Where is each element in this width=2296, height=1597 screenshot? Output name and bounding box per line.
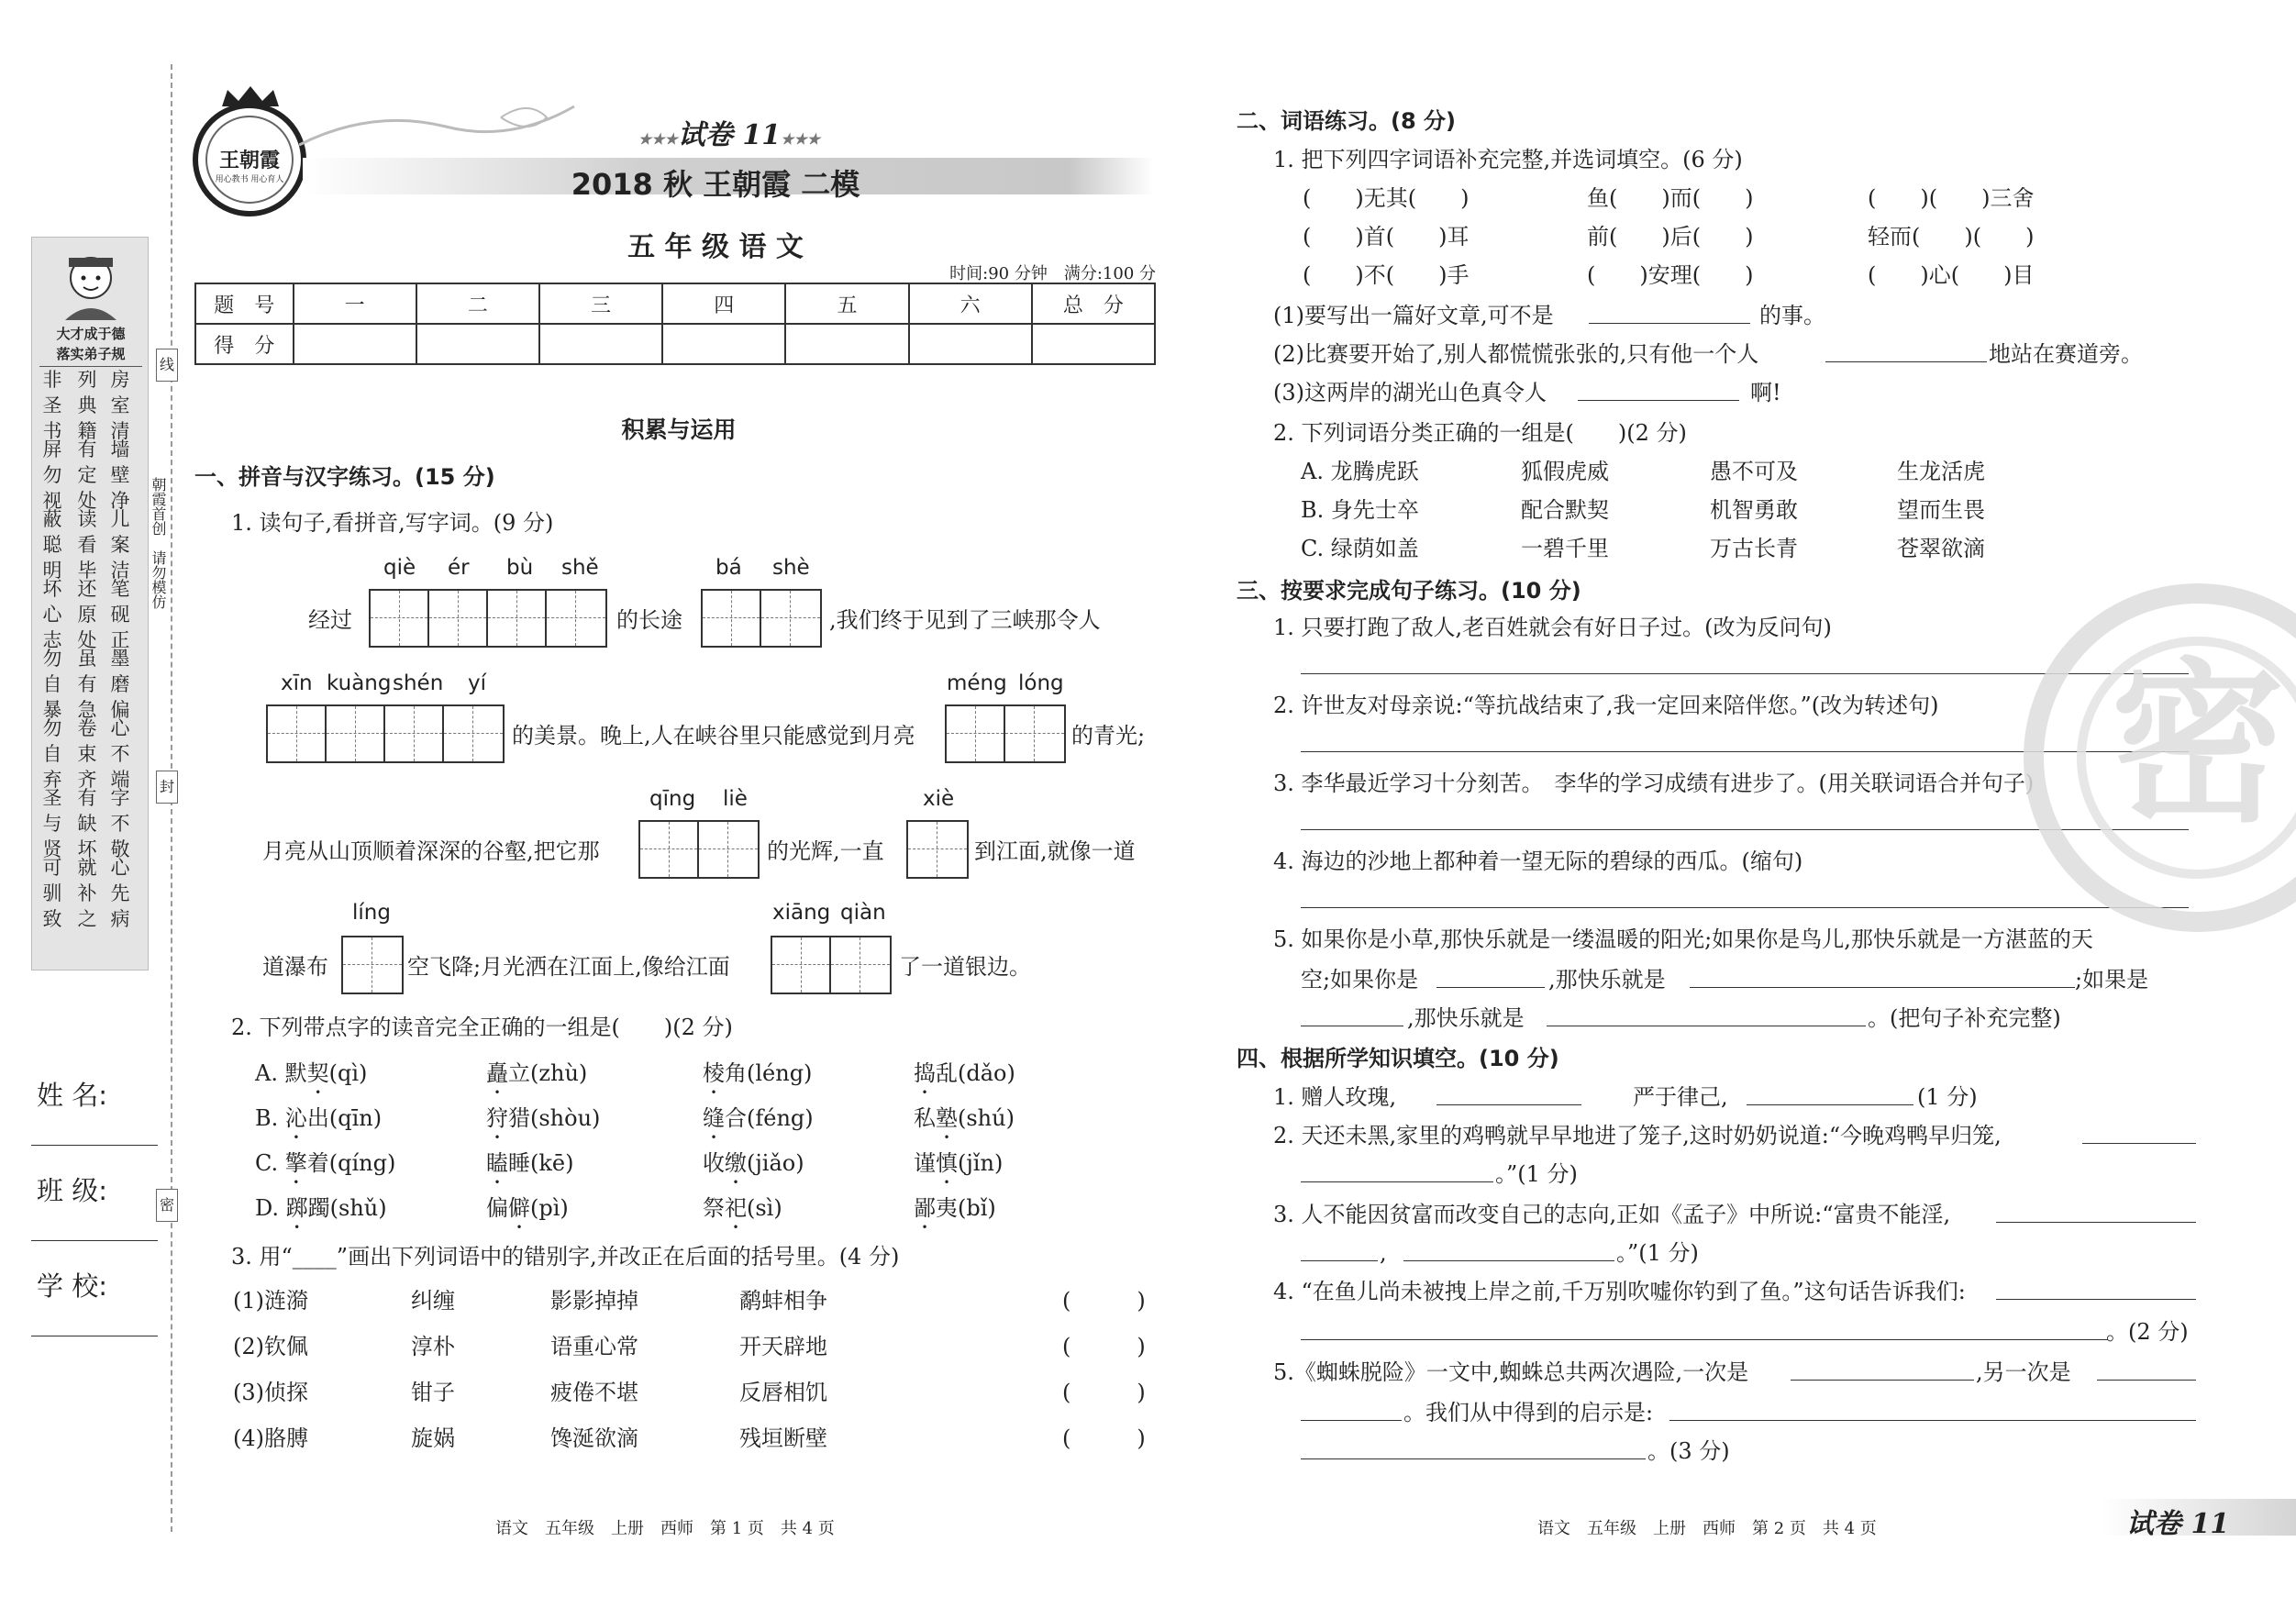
subject-title: 五 年 级 语 文 [627, 231, 804, 263]
option-row[interactable]: A. 龙腾虎跃 [1301, 459, 1419, 484]
score-table [194, 283, 1156, 365]
option-row[interactable]: B. 身先士卒 [1301, 497, 1419, 523]
q1-1-prompt: 1. 读句子,看拼音,写字词。(9 分) [231, 510, 554, 536]
pinyin: méng [947, 671, 1007, 695]
option-word [486, 1195, 569, 1234]
word-part: 猎(shòu) [508, 1105, 601, 1131]
score-input-cell[interactable] [785, 324, 908, 364]
word-cell: 馋涎欲滴 [550, 1425, 638, 1451]
binding-mark-2: 封 [156, 771, 178, 804]
writing-box-xiang-qian[interactable] [771, 936, 892, 994]
answer-line[interactable] [2097, 1380, 2196, 1381]
idiom-fill[interactable]: ( )( )三舍 [1868, 185, 2035, 211]
option-row[interactable] [255, 1060, 367, 1099]
q1-2-prompt: 2. 下列带点字的读音完全正确的一组是( )(2 分) [231, 1015, 733, 1040]
s3-item-5-line-2b: ,那快乐就是 [1548, 967, 1666, 993]
word-cell: 疲倦不堪 [550, 1380, 638, 1405]
answer-line[interactable] [1301, 907, 2189, 908]
option-row[interactable] [255, 1150, 395, 1189]
writing-box-qing-lie[interactable] [638, 820, 760, 879]
pinyin: shén [393, 671, 444, 695]
pinyin: líng [352, 901, 391, 925]
s3-item-5-line-3b: 。(把句子补充完整) [1868, 1005, 2061, 1031]
word-part: 夷(bǐ) [936, 1195, 996, 1221]
option-word: 万古长青 [1710, 536, 1798, 561]
word-cell: 开天辟地 [739, 1334, 827, 1359]
word-part: 着(qíng) [306, 1150, 396, 1176]
answer-line[interactable] [1436, 987, 1545, 988]
dotted-char: 踯 [285, 1195, 308, 1221]
word-part: 躅(shǔ) [307, 1195, 387, 1221]
pinyin: ér [448, 556, 470, 580]
writing-box-ba-she[interactable] [701, 589, 822, 648]
idiom-fill[interactable]: 前( )后( ) [1587, 224, 1754, 250]
class-field[interactable] [31, 1240, 158, 1241]
k4-text: 4. “在鱼儿尚未被拽上岸之前,千万别吹嘘你钓到了鱼。”这句话告诉我们: [1273, 1279, 1966, 1304]
word-part: (sì) [747, 1195, 782, 1221]
word-part: 合(féng) [725, 1105, 814, 1131]
word-part: (jǐn) [958, 1150, 1004, 1176]
option-word [914, 1060, 1015, 1099]
score-header-cell: 四 [662, 283, 785, 324]
sentence-text: 道瀑布 [262, 954, 328, 980]
pinyin: bù [506, 556, 534, 580]
word-cell: 旋娲 [411, 1425, 455, 1451]
word-part: 偏 [486, 1195, 508, 1221]
word-cell: 淳朴 [411, 1334, 455, 1359]
dotted-char: 契 [306, 1060, 329, 1086]
option-word [486, 1105, 600, 1144]
answer-line[interactable] [1301, 1458, 1646, 1459]
k2-text: 2. 天还未黑,家里的鸡鸭就早早地进了笼子,这时奶奶说道:“今晚鸡鸭早归笼, [1273, 1123, 2002, 1148]
rule-column: 圣与贤 [42, 787, 62, 860]
dotted-char: 擎 [284, 1150, 307, 1176]
rule-column: 卷束齐 [77, 717, 97, 791]
rule-column: 有定处 [77, 438, 97, 512]
option-word: 机智勇敢 [1710, 497, 1798, 523]
pinyin: bá [715, 556, 742, 580]
dotted-char: 瞌 [486, 1150, 508, 1176]
option-word [914, 1150, 1003, 1189]
dotted-char: 僻 [508, 1195, 530, 1221]
dotted-char: 鄙 [914, 1195, 936, 1221]
s3-item-5-line-3a: ,那快乐就是 [1407, 1005, 1525, 1031]
score-row-label: 得 分 [195, 324, 294, 364]
word-part: 角(léng) [725, 1060, 813, 1086]
option-word: 配合默契 [1521, 497, 1609, 523]
s3-item-5-line-2c: ;如果是 [2075, 967, 2149, 993]
sentence-text: 经过 [308, 607, 352, 633]
binding-mark-1: 线 [156, 349, 178, 382]
answer-line[interactable] [1589, 323, 1750, 324]
answer-line[interactable] [2082, 1143, 2196, 1144]
score-input-cell[interactable] [662, 324, 785, 364]
rule-column: 有缺坏 [77, 787, 97, 860]
pinyin: liè [723, 787, 748, 811]
s3-item: 2. 许世友对母亲说:“等抗战结束了,我一定回来陪伴您。”(改为转述句) [1273, 693, 1939, 718]
dotted-char: 缝 [703, 1105, 725, 1131]
sentence-text: 的美景。晚上,人在峡谷里只能感觉到月亮 [512, 723, 915, 749]
writing-box-meng-long[interactable] [945, 704, 1066, 763]
answer-line[interactable] [1301, 1339, 2108, 1340]
pinyin: xiāng [772, 901, 831, 925]
word-part: 默 [284, 1060, 307, 1086]
word-cell: (3)侦探 [233, 1380, 308, 1405]
paper-number: ★★★试卷 11★★★ [638, 119, 821, 151]
pinyin: shè [772, 556, 810, 580]
score-input-cell[interactable] [1032, 324, 1155, 364]
word-part: 立(zhù) [508, 1060, 588, 1086]
option-word [703, 1105, 814, 1144]
pinyin: qīng [649, 787, 696, 811]
score-header-cell: 一 [294, 283, 416, 324]
vertical-note: 朝霞首创 请勿模仿 [150, 477, 167, 609]
sentence-text: 到江面,就像一道 [974, 838, 1136, 864]
answer-bracket[interactable]: ( ) [1062, 1425, 1146, 1451]
section-heading-accumulation: 积累与运用 [621, 416, 737, 443]
dotted-char: 祀 [725, 1195, 747, 1221]
option-word [486, 1150, 573, 1189]
option-word [703, 1060, 812, 1099]
score-header-cell: 五 [785, 283, 908, 324]
pinyin: xīn [281, 671, 313, 695]
word-cell: 纠缠 [411, 1288, 455, 1314]
option-word [914, 1195, 996, 1234]
rule-column: 墨磨偏 [110, 648, 130, 721]
rule-column: 蔽聪明 [42, 508, 62, 582]
fill-sentence-2: (2)比赛要开始了,别人都慌慌张张的,只有他一个人 [1273, 341, 1759, 367]
page-footer-1: 语文 五年级 上册 西师 第 1 页 共 4 页 [495, 1519, 835, 1538]
s3-item: 3. 李华最近学习十分刻苦。 李华的学习成绩有进步了。(用关联词语合并句子) [1273, 771, 2035, 796]
word-cell: (1)涟漪 [233, 1288, 308, 1314]
fill-sentence-2-end: 地站在赛道旁。 [1989, 341, 2143, 367]
option-row[interactable] [255, 1105, 382, 1144]
score-header-cell: 总 分 [1032, 283, 1155, 324]
word-part: (jiǎo) [747, 1150, 804, 1176]
exam-meta: 时间:90 分钟 满分:100 分 [949, 264, 1156, 283]
rule-column: 读看毕 [77, 508, 97, 582]
score-header-label: 题 号 [195, 283, 294, 324]
rule-column: 坏心志 [42, 578, 62, 651]
rule-column: 心先病 [110, 857, 130, 930]
exam-title: 2018 秋 王朝霞 二模 [571, 167, 860, 202]
option-letter: B. [255, 1105, 279, 1131]
k5-end: 。(3 分) [1647, 1438, 1730, 1464]
word-cell: 影影掉掉 [550, 1288, 638, 1314]
idiom-fill[interactable]: 鱼( )而( ) [1587, 185, 1754, 211]
s3-item: 4. 海边的沙地上都种着一望无际的碧绿的西瓜。(缩句) [1273, 848, 1803, 874]
score-input-cell[interactable] [416, 324, 539, 364]
sentence-text: 了一道银边。 [899, 954, 1031, 980]
sentence-text: 月亮从山顶顺着深深的谷壑,把它那 [262, 838, 600, 864]
option-word [703, 1195, 782, 1234]
word-part: (qì) [328, 1060, 368, 1086]
dotted-char: 缴 [725, 1150, 747, 1176]
option-word: 狐假虎威 [1521, 459, 1609, 484]
rule-column: 心不端 [110, 717, 130, 791]
option-word: 望而生畏 [1897, 497, 1985, 523]
score-input-cell[interactable] [909, 324, 1032, 364]
answer-line[interactable] [1578, 400, 1739, 401]
rule-column: 勿自弃 [42, 717, 62, 791]
fill-sentence-1: (1)要写出一篇好文章,可不是 [1273, 303, 1554, 328]
dotted-char: 慎 [936, 1150, 958, 1176]
k1-text-a: 1. 赠人玫瑰, [1273, 1084, 1397, 1110]
pinyin: xiè [923, 787, 955, 811]
section-1-title: 一、拼音与汉字练习。(15 分) [194, 464, 495, 490]
class-label: 班 级: [37, 1175, 107, 1206]
word-part: 私 [914, 1105, 936, 1131]
k5-lesson: 。我们从中得到的启示是: [1403, 1400, 1654, 1425]
writing-box-xie[interactable] [906, 820, 969, 879]
answer-line[interactable] [1791, 1380, 1974, 1381]
rule-column: 可驯致 [42, 857, 62, 930]
word-cell: 语重心常 [550, 1334, 638, 1359]
option-row[interactable]: C. 绿荫如盖 [1301, 536, 1419, 561]
option-word: 生龙活虎 [1897, 459, 1985, 484]
name-field[interactable] [31, 1145, 158, 1146]
dotted-char: 棱 [703, 1060, 725, 1086]
pinyin: kuàng [327, 671, 392, 695]
word-cell: 残垣断壁 [739, 1425, 827, 1451]
sentence-text: 的光辉,一直 [767, 838, 884, 864]
section-4-title: 四、根据所学知识填空。(10 分) [1237, 1046, 1559, 1071]
word-part: 收 [703, 1150, 725, 1176]
sentence-text: 空飞降;月光洒在江面上,像给江面 [407, 954, 730, 980]
answer-line[interactable] [1301, 1260, 1378, 1261]
k1-text-b: 严于律己, [1633, 1084, 1728, 1110]
word-part: 祭 [703, 1195, 725, 1221]
score-input-cell[interactable] [539, 324, 662, 364]
q1-3-prompt: 3. 用“____”画出下列词语中的错别字,并改正在后面的括号里。(4 分) [231, 1244, 900, 1270]
binding-mark-3: 密 [156, 1189, 178, 1222]
k1-score: (1 分) [1917, 1084, 1978, 1110]
option-word: 一碧千里 [1521, 536, 1609, 561]
rule-column: 勿自暴 [42, 648, 62, 721]
word-part: 出(qīn) [306, 1105, 383, 1131]
writing-box-ling[interactable] [341, 936, 404, 994]
logo-subtext: 用心教书 用心育人 [215, 175, 284, 184]
answer-bracket[interactable]: ( ) [1062, 1334, 1146, 1359]
rule-column: 非圣书 [42, 369, 62, 442]
k3-text: 3. 人不能因贫富而改变自己的志向,正如《孟子》中所说:“富贵不能淫, [1273, 1202, 1951, 1227]
q2-2-prompt: 2. 下列词语分类正确的一组是( )(2 分) [1273, 420, 1687, 446]
score-header-cell: 二 [416, 283, 539, 324]
s3-item-5-line-2a: 空;如果你是 [1301, 967, 1419, 993]
rule-column: 字不敬 [110, 787, 130, 860]
ribbon-decoration-icon [299, 99, 583, 163]
pinyin: yí [468, 671, 487, 695]
sentence-text: ,我们终于见到了三峡那令人 [829, 607, 1101, 633]
section-2-title: 二、词语练习。(8 分) [1237, 108, 1456, 134]
dotted-char: 捣 [914, 1060, 936, 1086]
word-cell: 鹬蚌相争 [739, 1288, 827, 1314]
q2-1-prompt: 1. 把下列四字词语补充完整,并选词填空。(6 分) [1273, 147, 1743, 172]
option-word: 苍翠欲滴 [1897, 536, 1985, 561]
pinyin: shě [561, 556, 599, 580]
k5-another: ,另一次是 [1976, 1359, 2071, 1385]
option-word [703, 1150, 804, 1189]
k3-comma: , [1380, 1240, 1387, 1266]
motto-line-2: 落实弟子规 [56, 346, 126, 362]
k3-end: 。”(1 分) [1616, 1240, 1699, 1266]
word-part: 乱(dǎo) [936, 1060, 1015, 1086]
idiom-fill[interactable]: ( )无其( ) [1303, 185, 1470, 211]
score-header-cell: 三 [539, 283, 662, 324]
answer-line[interactable] [1825, 361, 1987, 362]
pinyin: lóng [1018, 671, 1064, 695]
rule-column: 笔砚正 [110, 578, 130, 651]
rule-column: 还原处 [77, 578, 97, 651]
rule-column: 列典籍 [77, 369, 97, 442]
word-cell: (2)钦佩 [233, 1334, 308, 1359]
pinyin: qiè [383, 556, 416, 580]
corner-paper-number: 试卷 11 [2126, 1508, 2230, 1540]
k5-text: 5.《蜘蛛脱险》一文中,蜘蛛总共两次遇险,一次是 [1273, 1359, 1749, 1385]
fill-sentence-1-end: 的事。 [1759, 303, 1825, 328]
answer-line[interactable] [1747, 1104, 1913, 1105]
answer-bracket[interactable]: ( ) [1062, 1380, 1146, 1405]
sentence-text: 的长途 [616, 607, 682, 633]
answer-line[interactable] [1996, 1299, 2196, 1300]
score-header-cell: 六 [909, 283, 1032, 324]
answer-line[interactable] [1436, 1104, 1581, 1105]
page-footer-2: 语文 五年级 上册 西师 第 2 页 共 4 页 [1537, 1519, 1877, 1538]
s3-item-5-line-1: 5. 如果你是小草,那快乐就是一缕温暖的阳光;如果你是鸟儿,那快乐就是一方湛蓝的天 [1273, 926, 2093, 952]
word-part: 谨 [914, 1150, 936, 1176]
name-label: 姓 名: [37, 1080, 107, 1111]
idiom-fill[interactable]: 轻而( )( ) [1868, 224, 2035, 250]
option-word: 愚不可及 [1710, 459, 1798, 484]
dotted-char: 矗 [486, 1060, 508, 1086]
scholar-illustration-icon [52, 243, 129, 320]
logo-badge [193, 103, 306, 216]
score-input-cell[interactable] [294, 324, 416, 364]
idiom-fill[interactable]: ( )不( )手 [1303, 262, 1470, 288]
option-letter: A. [255, 1060, 278, 1086]
idiom-fill[interactable]: ( )心( )目 [1868, 262, 2035, 288]
answer-line[interactable] [1403, 1260, 1614, 1261]
option-row[interactable] [255, 1195, 387, 1234]
word-part: (shú) [958, 1105, 1015, 1131]
word-cell: 钳子 [411, 1380, 455, 1405]
option-letter: D. [255, 1195, 280, 1221]
k4-end: 。(2 分) [2106, 1319, 2189, 1345]
s3-item: 1. 只要打跑了敌人,老百姓就会有好日子过。(改为反问句) [1273, 615, 1832, 640]
rule-column: 房室清 [110, 369, 130, 442]
writing-box-qie-er-bu-she[interactable] [369, 589, 607, 648]
seal-character: 密 [2110, 641, 2285, 846]
school-label: 学 校: [37, 1270, 107, 1302]
writing-box-xin-kuang-shen-yi[interactable] [266, 704, 505, 763]
rule-column: 儿案洁 [110, 508, 130, 582]
answer-line[interactable] [1301, 1181, 1493, 1182]
dotted-char: 狩 [486, 1105, 508, 1131]
word-part: (pì) [530, 1195, 569, 1221]
answer-bracket[interactable]: ( ) [1062, 1288, 1146, 1314]
answer-line[interactable] [1996, 1222, 2196, 1223]
pinyin: qiàn [840, 901, 886, 925]
idiom-fill[interactable]: ( )首( )耳 [1303, 224, 1470, 250]
rule-column: 就补之 [77, 857, 97, 930]
option-letter: C. [255, 1150, 279, 1176]
dotted-char: 塾 [936, 1105, 958, 1131]
rule-column: 墙壁净 [110, 438, 130, 512]
word-cell: 反唇相饥 [739, 1380, 827, 1405]
fill-sentence-3: (3)这两岸的湖光山色真令人 [1273, 380, 1547, 405]
answer-line[interactable] [1669, 1420, 2196, 1421]
logo-crown-icon [218, 84, 283, 108]
rule-column: 虽有急 [77, 648, 97, 721]
answer-line[interactable] [1690, 987, 2075, 988]
option-word [486, 1060, 587, 1099]
section-3-title: 三、按要求完成句子练习。(10 分) [1237, 578, 1581, 604]
fill-sentence-3-end: 啊! [1750, 380, 1781, 405]
seal-stamp [2024, 583, 2296, 932]
motto-line-1: 大才成于德 [56, 326, 126, 342]
logo-text: 王朝霞 [218, 149, 280, 172]
word-part: 睡(kē) [508, 1150, 574, 1176]
word-cell: (4)胳膊 [233, 1425, 308, 1451]
option-word [914, 1105, 1015, 1144]
answer-line[interactable] [1301, 1420, 1402, 1421]
dotted-char: 沁 [284, 1105, 307, 1131]
idiom-fill[interactable]: ( )安理( ) [1587, 262, 1754, 288]
sentence-text: 的青光; [1071, 723, 1146, 749]
rule-column: 屏勿视 [42, 438, 62, 512]
k2-end: 。”(1 分) [1495, 1161, 1578, 1187]
